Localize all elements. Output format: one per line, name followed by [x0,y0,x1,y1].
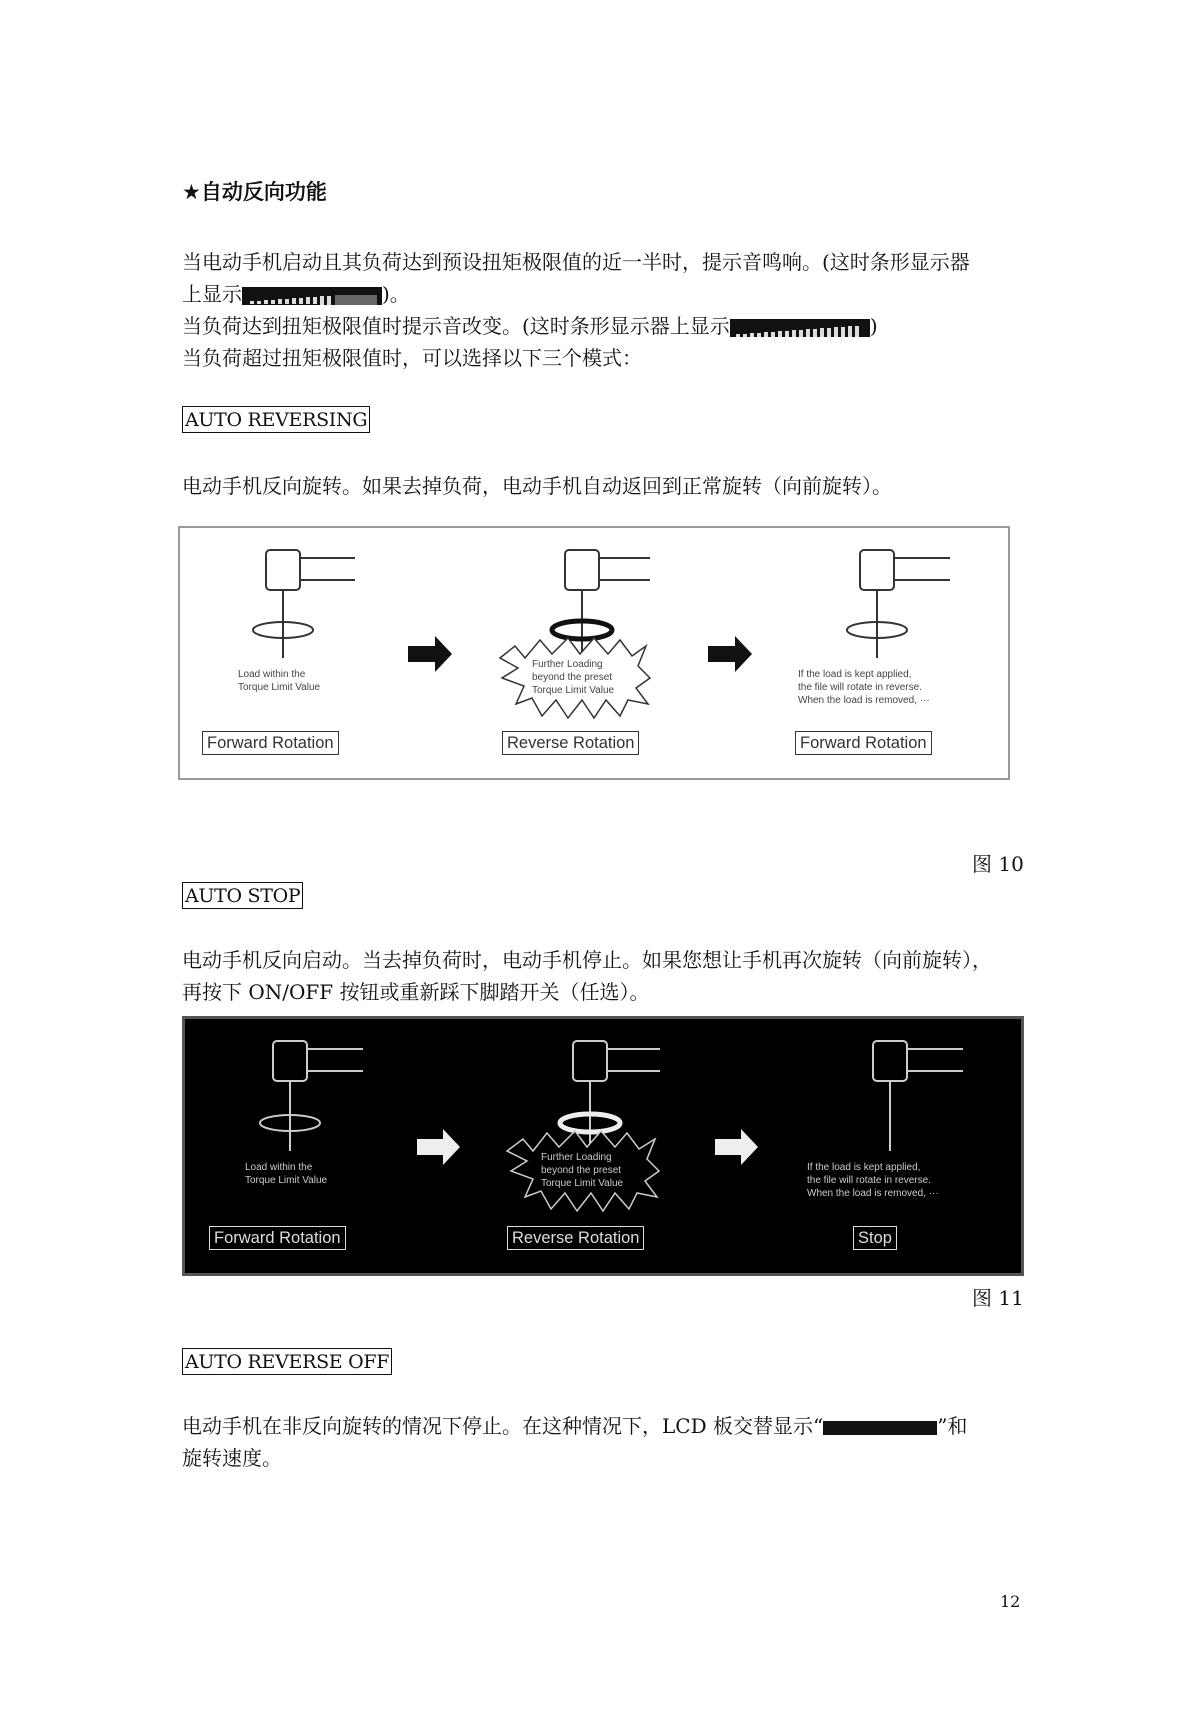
figure-10-panel3-label: Forward Rotation [795,731,932,755]
mode-auto-reverse-off-label: AUTO REVERSE OFF [182,1348,392,1375]
page-number: 12 [1000,1592,1021,1611]
intro-line-2-suffix: )。 [382,282,410,306]
bar-display-half-icon [242,287,382,305]
mode-auto-reverse-off-suffix: ”和 [937,1414,968,1438]
figure-11 [182,1016,1024,1276]
figure-11-panel2-label: Reverse Rotation [507,1226,644,1250]
bar-half-graphic [242,292,382,305]
mode-auto-reverse-off-prefix: 电动手机在非反向旋转的情况下停止。在这种情况下，LCD 板交替显示“ [182,1414,824,1438]
mode-auto-reversing-description: 电动手机反向旋转。如果去掉负荷，电动手机自动返回到正常旋转（向前旋转）。 [182,474,892,498]
intro-line-3-prefix: 当负荷达到扭矩极限值时提示音改变。(这时条形显示器上显示 [182,314,730,338]
figure-10-panel2-label: Reverse Rotation [502,731,639,755]
mode-auto-stop-description-line-1: 电动手机反向启动。当去掉负荷时，电动手机停止。如果您想让手机再次旋转（向前旋转）， [182,948,992,972]
mode-auto-stop-description-line-2: 再按下 ON/OFF 按钮或重新踩下脚踏开关（任选）。 [182,980,650,1004]
figure-10-caption: 图 10 [972,852,1024,876]
figure-10-panel1-note: Load within the Torque Limit Value [238,669,321,693]
bar-display-full-icon [730,319,870,337]
figure-11-caption: 图 11 [972,1286,1024,1310]
section-heading: ★自动反向功能 [182,180,327,204]
figure-10-panel3-note: If the load is kept applied, the file will rotate in reverse. When the load is removed, ··· [798,669,930,706]
mode-auto-reversing-label: AUTO REVERSING [182,406,370,433]
figure-11-panel3-note: If the load is kept applied, the file will rotate in reverse. When the load is removed, ··· [807,1162,939,1199]
intro-line-2 [182,278,410,310]
intro-line-4: 当负荷超过扭矩极限值时，可以选择以下三个模式： [182,346,642,370]
intro-line-3 [182,310,878,342]
intro-line-2-prefix: 上显示 [182,282,242,306]
intro-line-1: 当电动手机启动且其负荷达到预设扭矩极限值的近一半时，提示音鸣响。(这时条形显示器 [182,250,970,274]
intro-line-3-suffix: ) [869,314,878,338]
figure-11-panel3-label: Stop [853,1226,897,1250]
mode-auto-reverse-off-description-line-1 [182,1410,967,1442]
figure-11-panel2-note: Further Loading beyond the preset Torque Limit Value [541,1152,624,1189]
figure-10-panel1-label: Forward Rotation [202,731,339,755]
mode-auto-reverse-off-description-line-2: 旋转速度。 [182,1446,282,1470]
figure-10-panel2-note: Further Loading beyond the preset Torque Limit Value [532,659,615,696]
figure-11-panel1-note: Load within the Torque Limit Value [245,1162,328,1186]
figure-11-panel1-label: Forward Rotation [209,1226,346,1250]
lcd-dashes-graphic [823,1430,937,1435]
mode-auto-stop-label: AUTO STOP [182,882,303,909]
bar-full-graphic [730,324,870,337]
figure-10 [178,526,1010,780]
lcd-dashes-icon [823,1421,937,1435]
